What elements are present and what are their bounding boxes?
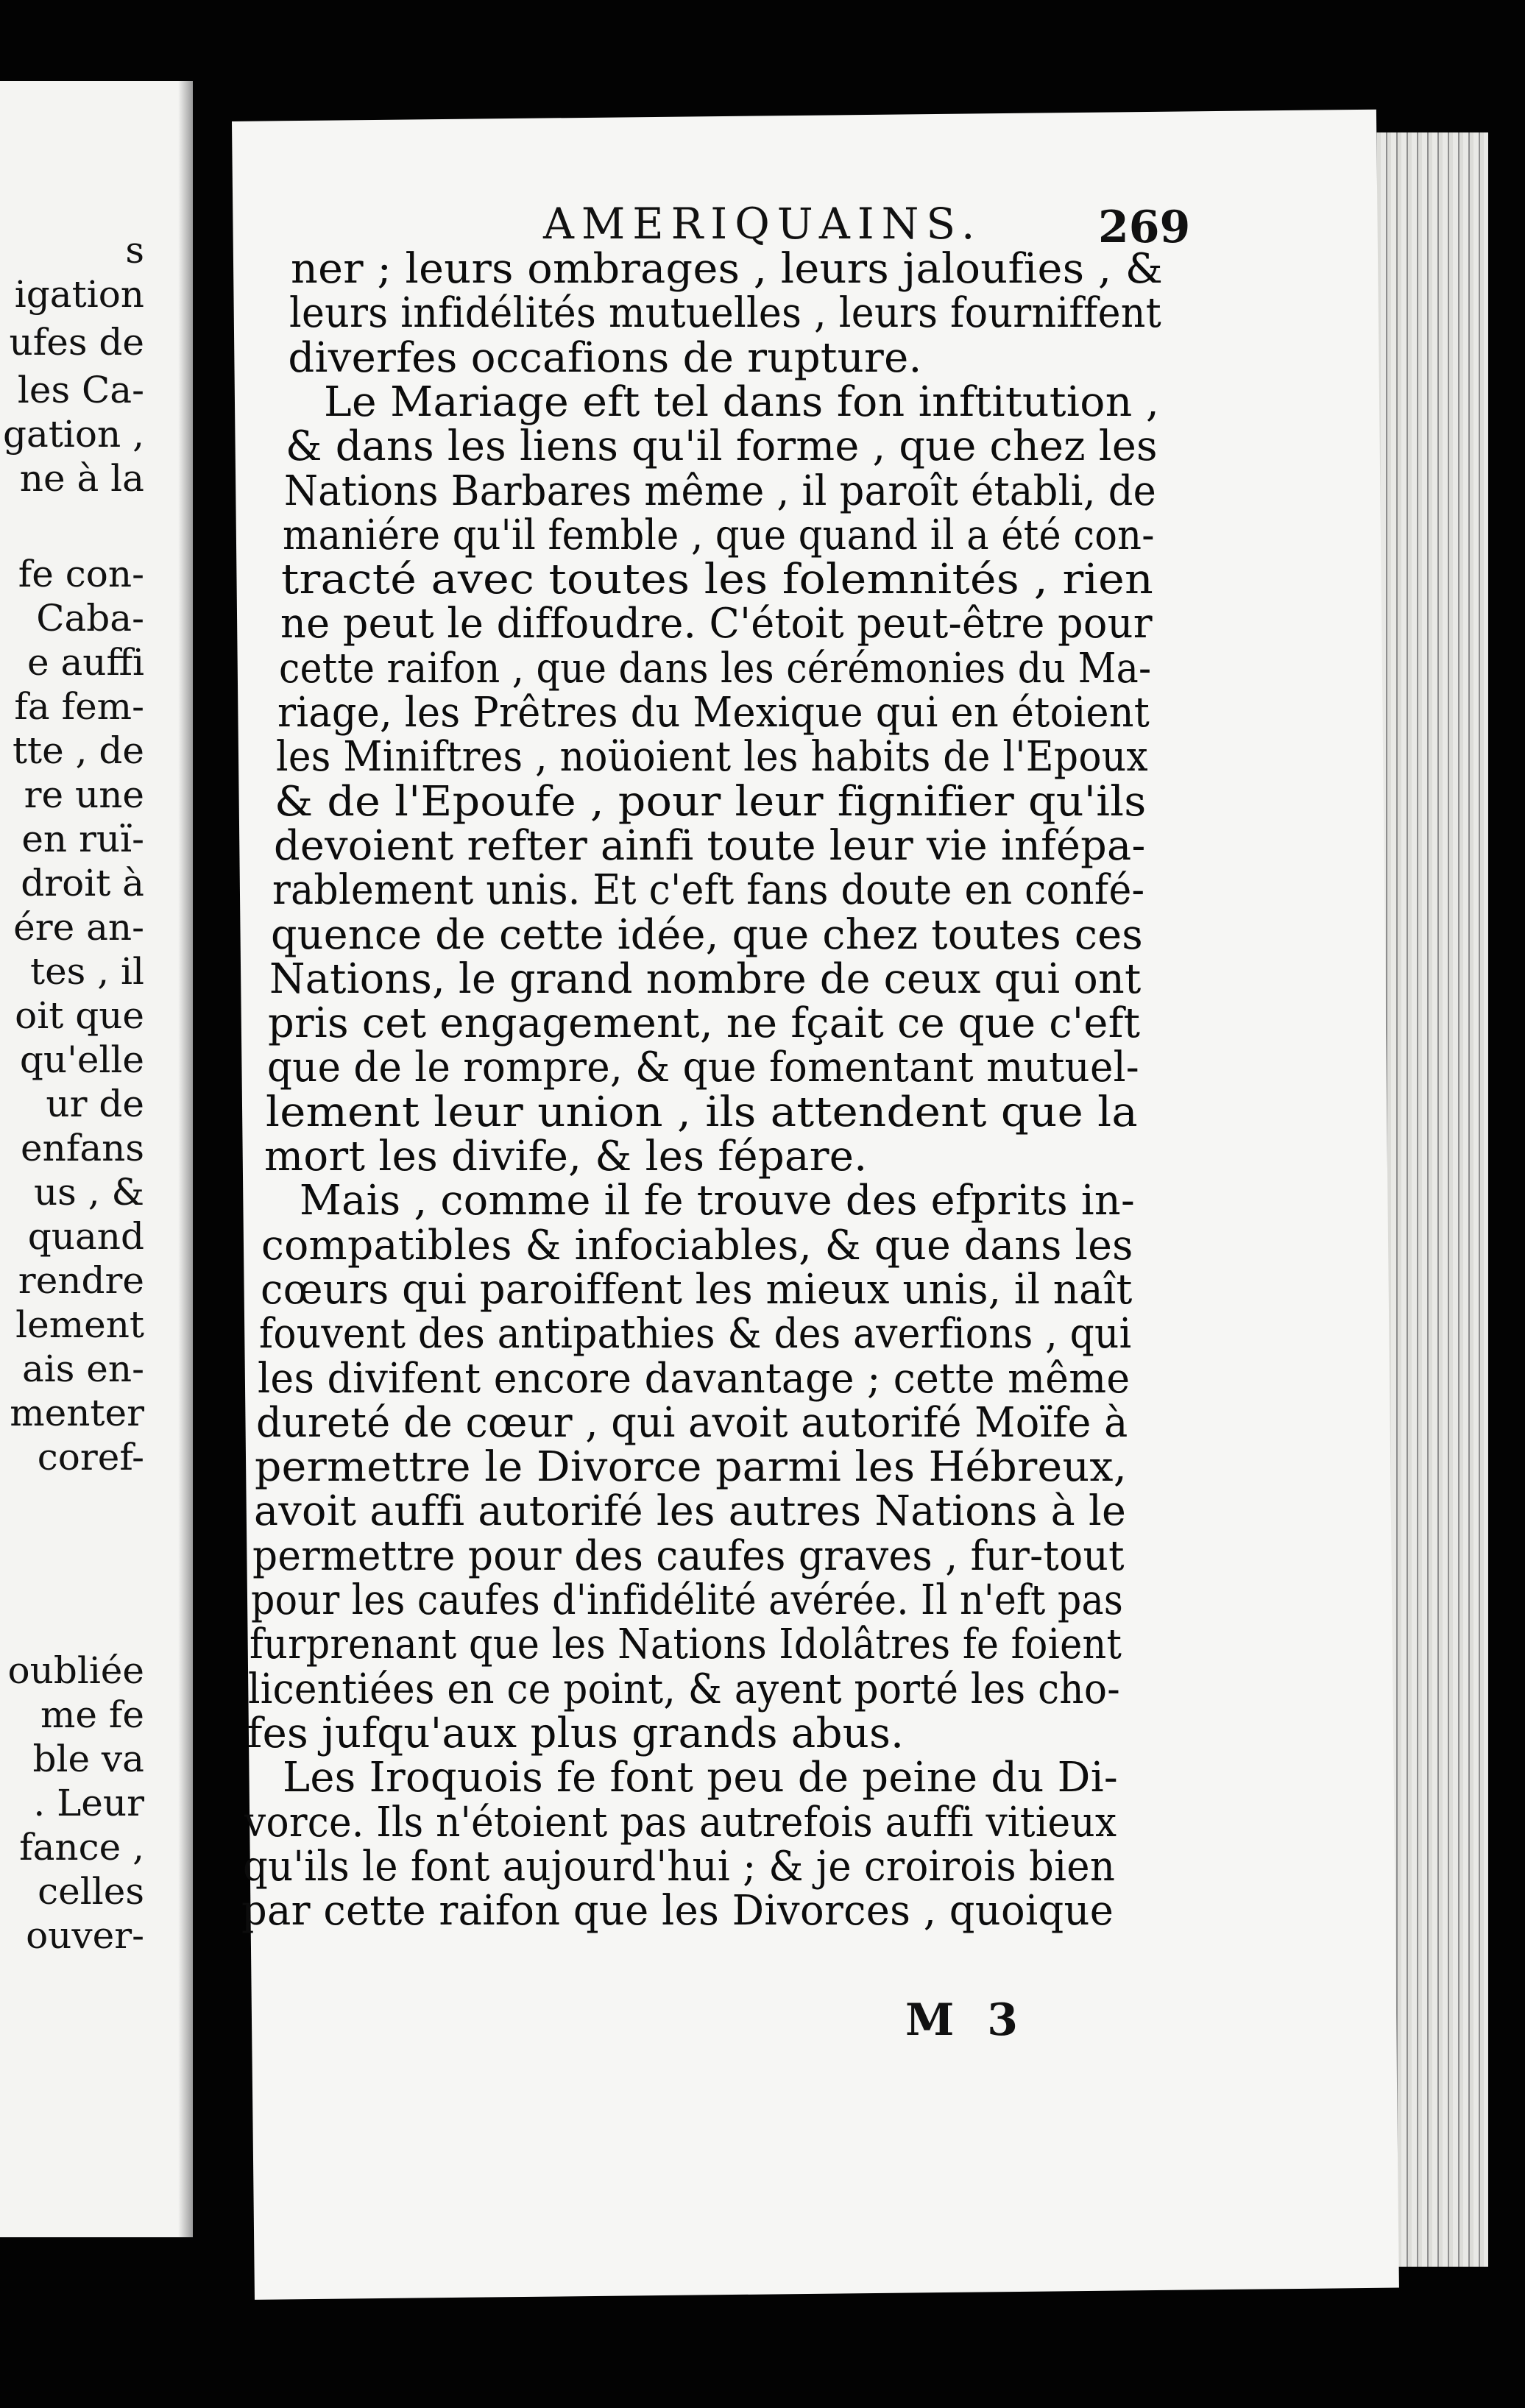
facing-page-line: menter [10,1392,144,1434]
facing-page-line: s [125,229,144,272]
body-text-line: quence de cette idée, que chez toutes ces [271,910,1144,959]
facing-page-line: qu'elle [19,1038,144,1081]
facing-page-line: e auffi [26,641,144,684]
facing-page-line: ais en- [21,1348,144,1390]
facing-page-line: en ruï- [21,818,144,860]
body-text-line: & de l'Epoufe , pour leur fignifier qu'ils [275,777,1147,826]
body-text-line: par cette raifon que les Divorces , quoique [241,1887,1114,1936]
body-text-line: fes jufqu'aux plus grands abus. [247,1709,905,1757]
facing-page-line: ur de [46,1083,144,1125]
body-text-line: Nations Barbares même , il paroît établi, de [284,467,1157,515]
facing-page-line: oit que [15,994,144,1037]
facing-page-line: Caba- [36,597,144,640]
body-text-line: leurs infidélités mutuelles , leurs fourniffent [289,289,1162,338]
body-text-line: licentiées en ce point, & ayent porté les cho- [248,1665,1121,1713]
body-text-line: riage, les Prêtres du Mexique qui en étoient [277,689,1150,737]
body-text-line: les divifent encore davantage ; cette même [258,1354,1131,1403]
body-text-line: permettre pour des caufes graves , fur-tout [252,1531,1125,1580]
body-text-line: lement leur union , ils attendent que la [265,1088,1138,1136]
body-text-line: Les Iroquois fe font peu de peine du Di- [282,1754,1118,1802]
body-text-line: pris cet engagement, ne fçait ce que c'eft [268,999,1141,1048]
facing-page-line: droit à [21,862,144,904]
facing-page-line: ére an- [13,906,144,949]
facing-page-line: tte , de [12,729,144,772]
page-number: 269 [1098,202,1191,253]
body-text-line: vorce. Ils n'étoient pas autrefois auffi vitieux [244,1798,1117,1846]
facing-page-line: les Ca- [17,369,144,411]
facing-page-line: ufes de [9,321,144,364]
facing-page-line: me fe [40,1693,144,1736]
facing-page-line: . Leur [33,1782,144,1824]
body-text-line: rablement unis. Et c'eft fans doute en confé- [272,866,1145,915]
body-text-line: fouvent des antipathies & des averfions , qui [258,1310,1132,1359]
body-text-line: dureté de cœur , qui avoit autorifé Moïfe à [256,1398,1128,1447]
body-text-line: qu'ils le font aujourd'hui ; & je croirois bien [243,1842,1116,1891]
body-text-line: ne peut le diffoudre. C'étoit peut-être pour [280,600,1153,648]
running-head: AMERIQUAINS. [543,199,983,249]
facing-page-line: enfans [21,1127,144,1169]
facing-page-line: tes , il [29,950,144,993]
facing-page-line: lement [15,1303,144,1346]
body-text-line: avoit auffi autorifé les autres Nations à le [253,1487,1126,1536]
body-text-line: tracté avec toutes les folemnités , rien [281,556,1154,604]
facing-page-fragment [0,81,193,2237]
body-text-line: compatibles & infociables, & que dans les [261,1221,1134,1269]
facing-page-line: gation , [3,413,144,456]
body-text-line: Le Mariage eft tel dans fon inftitution , [323,378,1159,426]
signature-mark: M 3 [905,1994,1027,2046]
page-gutter [178,81,193,2237]
facing-page-line: ouver- [26,1914,144,1957]
body-text-line: mort les divife, & les fépare. [264,1133,868,1180]
facing-page-line: fa fem- [14,685,144,728]
body-text-line: pour les caufes d'infidélité avérée. Il n'eft pas [251,1576,1124,1624]
body-text-line: que de le rompre, & que fomentant mutuel- [266,1044,1139,1092]
body-text-line: cette raifon , que dans les cérémonies du Ma- [278,644,1152,693]
facing-page-line: celles [38,1870,144,1913]
body-text-line: & dans les liens qu'il forme , que chez les [285,422,1158,471]
body-text-line: devoient refter ainfi toute leur vie infépa- [273,821,1146,870]
facing-page-line: oubliée [7,1649,144,1692]
facing-page-line: ble va [32,1738,144,1780]
facing-page-line: quand [27,1215,144,1258]
body-text-line: maniére qu'il femble , que quand il a été con- [283,511,1155,559]
body-text-line: ner ; leurs ombrages , leurs jaloufies , & [291,245,1164,293]
body-text-line: furprenant que les Nations Idolâtres fe foient [250,1621,1122,1669]
facing-page-line: re une [24,773,144,816]
body-text-line: Mais , comme il fe trouve des efprits in- [300,1177,1136,1225]
body-text-line: permettre le Divorce parmi les Hébreux, [255,1443,1128,1492]
facing-page-line: rendre [18,1259,144,1302]
facing-page-line: fance , [19,1826,144,1869]
facing-page-line: coref- [37,1436,144,1479]
facing-page-line: fe con- [18,553,144,595]
facing-page-line: igation [14,273,144,316]
facing-page-line: us , & [33,1171,144,1214]
body-text-line: diverfes occafions de rupture. [288,333,922,382]
facing-page-line: ne à la [19,457,144,500]
body-text-line: cœurs qui paroiffent les mieux unis, il naît [260,1265,1133,1314]
body-text-line: les Miniftres , noüoient les habits de l'Epoux [276,733,1149,782]
body-text-line: Nations, le grand nombre de ceux qui ont [269,955,1142,1003]
